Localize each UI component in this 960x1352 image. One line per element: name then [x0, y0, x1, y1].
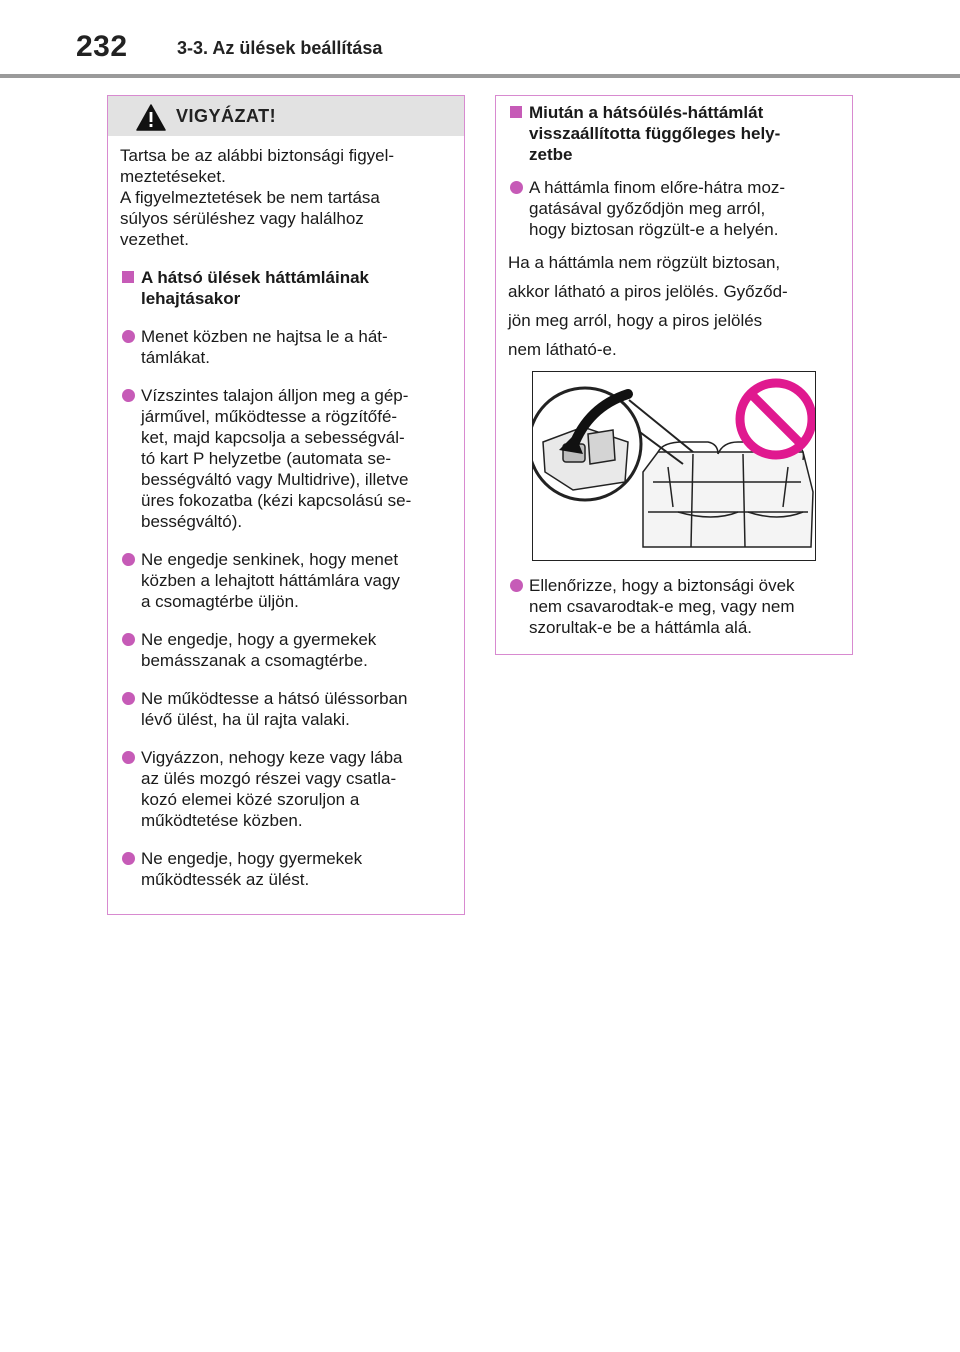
list-item-text — [529, 575, 836, 638]
seat-lock-illustration — [532, 371, 816, 561]
text-line: Ne engedje, hogy a gyermekek — [141, 630, 377, 649]
seat-illustration-svg — [533, 372, 816, 561]
text-line: nem csavarodtak-e meg, vagy nem — [529, 597, 795, 616]
text-line: lévő ülést, ha ül rajta valaki. — [141, 710, 350, 729]
text-line: bességváltó). — [141, 512, 243, 531]
text-line: szorultak-e be a háttámla alá. — [529, 618, 753, 637]
section-heading — [120, 267, 448, 309]
round-bullet-icon — [122, 389, 135, 402]
text-line: A hátsó ülések háttámláinak — [141, 268, 370, 287]
continuation-content — [496, 102, 852, 637]
text-line: súlyos sérüléshez vagy halálhoz — [120, 209, 364, 228]
text-line: nem látható-e. — [508, 340, 617, 359]
list-item — [120, 549, 448, 612]
text-line: a csomagtérbe üljön. — [141, 592, 299, 611]
round-bullet-icon — [122, 852, 135, 865]
text-line: tó kart P helyzetbe (automata se- — [141, 449, 392, 468]
section-title: 3-3. Az ülések beállítása — [177, 38, 383, 58]
list-item-text — [141, 549, 448, 612]
text-line: bességváltó vagy Multidrive), illetve — [141, 470, 409, 489]
round-bullet-icon — [122, 633, 135, 646]
text-line: üres fokozatba (kézi kapcsolású se- — [141, 491, 412, 510]
text-line: vezethet. — [120, 230, 189, 249]
continuation-box — [495, 95, 853, 655]
text-line: működtessék az ülést. — [141, 870, 310, 889]
list-item — [508, 575, 836, 638]
square-bullet-icon — [510, 106, 522, 118]
text-line: akkor látható a piros jelölés. Győződ- — [508, 282, 788, 301]
text-line: hogy biztosan rögzült-e a helyén. — [529, 220, 779, 239]
text-line: ket, majd kapcsolja a sebességvál- — [141, 428, 405, 447]
warning-title: VIGYÁZAT! — [176, 106, 277, 126]
round-bullet-icon — [510, 181, 523, 194]
list-item — [120, 848, 448, 890]
round-bullet-icon — [122, 751, 135, 764]
round-bullet-icon — [122, 692, 135, 705]
text-line: Tartsa be az alábbi biztonsági figyel- — [120, 146, 395, 165]
text-line: járművel, működtesse a rögzítőfé- — [141, 407, 398, 426]
text-line: bemásszanak a csomagtérbe. — [141, 651, 368, 670]
text-line: meztetéseket. — [120, 167, 226, 186]
text-line: Ha a háttámla nem rögzült biztosan, — [508, 253, 781, 272]
text-line: A figyelmeztetések be nem tartása — [120, 188, 380, 207]
page-number: 232 — [76, 30, 128, 63]
page-header — [0, 0, 960, 78]
text-line: Ne engedje, hogy gyermekek — [141, 849, 363, 868]
list-item — [120, 385, 448, 532]
warning-box — [107, 95, 465, 915]
section-heading — [508, 102, 836, 165]
warning-header — [108, 96, 464, 136]
prohibition-icon — [740, 383, 812, 455]
round-bullet-icon — [122, 553, 135, 566]
text-line: az ülés mozgó részei vagy csatla- — [141, 769, 397, 788]
list-item-text — [141, 848, 448, 890]
list-item — [120, 629, 448, 671]
list-item — [120, 747, 448, 831]
text-line: Miután a hátsóülés-háttámlát — [529, 103, 764, 122]
warning-intro — [120, 145, 448, 250]
text-line: zetbe — [529, 145, 573, 164]
text-line: közben a lehajtott háttámlára vagy — [141, 571, 400, 590]
info-paragraph — [508, 248, 836, 364]
text-line: visszaállította függőleges hely- — [529, 124, 781, 143]
text-line: gatásával győződjön meg arról, — [529, 199, 766, 218]
text-line: Menet közben ne hajtsa le a hát- — [141, 327, 388, 346]
list-item-text — [141, 326, 448, 368]
text-line: jön meg arról, hogy a piros jelölés — [508, 311, 763, 330]
round-bullet-icon — [510, 579, 523, 592]
text-line: kozó elemei közé szoruljon a — [141, 790, 360, 809]
list-item-text — [529, 177, 836, 240]
list-item — [120, 326, 448, 368]
list-item — [120, 688, 448, 730]
heading-text — [529, 102, 780, 165]
text-line: Ne működtesse a hátsó üléssorban — [141, 689, 408, 708]
text-line: A háttámla finom előre-hátra moz- — [529, 178, 786, 197]
text-line: Ellenőrizze, hogy a biztonsági övek — [529, 576, 795, 595]
text-line: működtetése közben. — [141, 811, 303, 830]
header-rule — [0, 74, 960, 78]
round-bullet-icon — [122, 330, 135, 343]
text-line: Vigyázzon, nehogy keze vagy lába — [141, 748, 403, 767]
list-item — [508, 177, 836, 240]
warning-content — [108, 145, 464, 890]
list-item-text — [141, 747, 448, 831]
square-bullet-icon — [122, 271, 134, 283]
list-item-text — [141, 688, 448, 730]
text-line: lehajtásakor — [141, 289, 241, 308]
warning-triangle-icon — [136, 104, 166, 131]
heading-text — [141, 267, 369, 309]
text-line: Vízszintes talajon álljon meg a gép- — [141, 386, 409, 405]
list-item-text — [141, 385, 448, 532]
text-line: Ne engedje senkinek, hogy menet — [141, 550, 399, 569]
text-line: támlákat. — [141, 348, 210, 367]
list-item-text — [141, 629, 448, 671]
